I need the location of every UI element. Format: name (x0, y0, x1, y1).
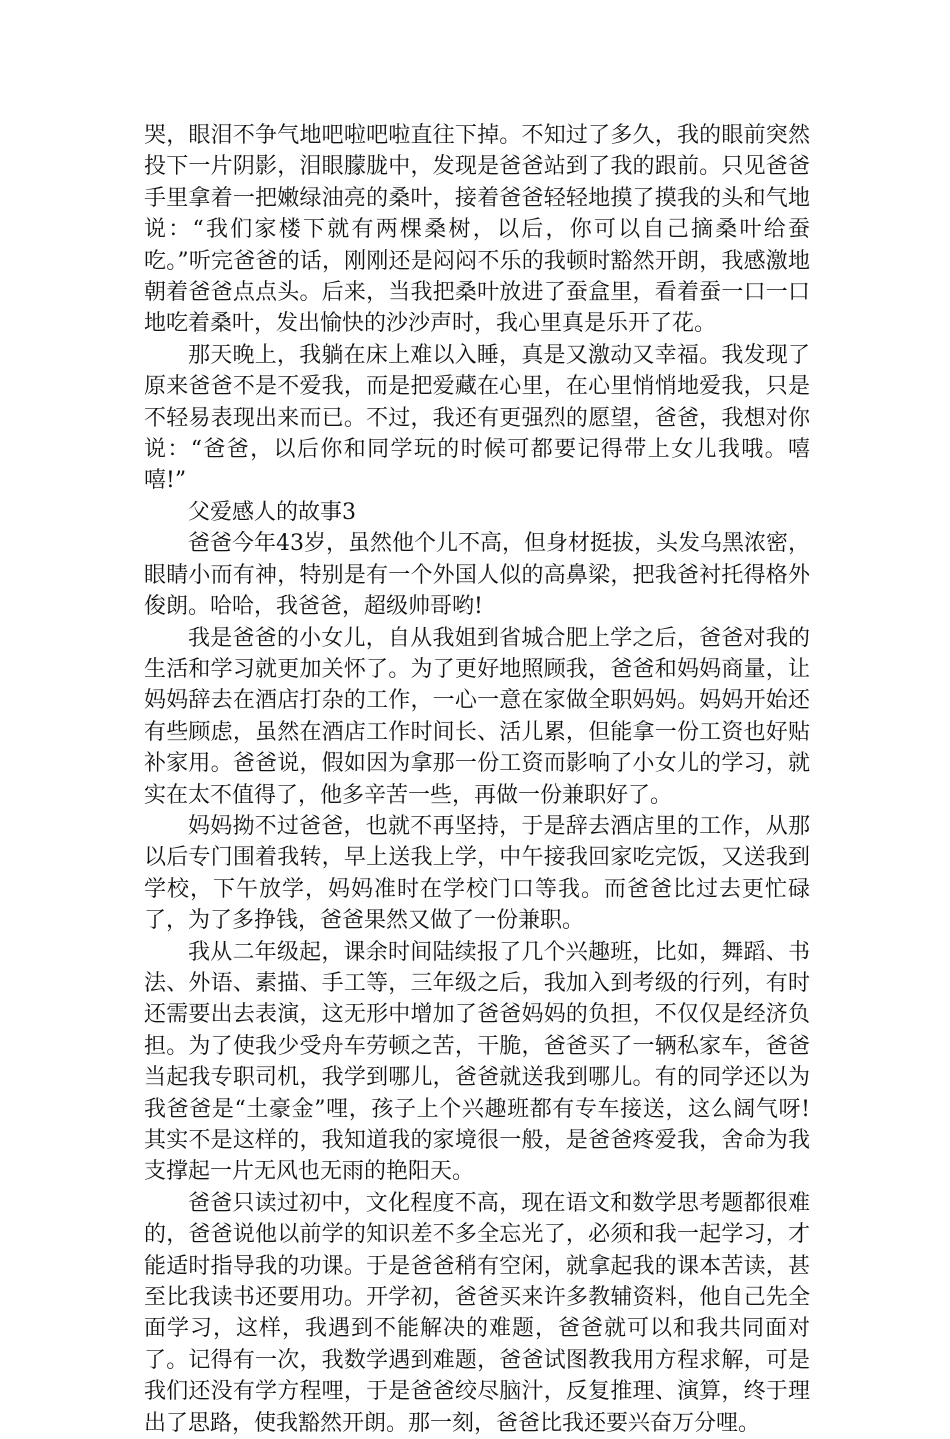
paragraph-continued: 哭，眼泪不争气地吧啦吧啦直往下掉。不知过了多久，我的眼前突然投下一片阴影，泪眼朦胧中，发现是爸爸站到了我的跟前。只见爸爸手里拿着一把嫩绿油亮的桑叶，接着爸爸轻轻地摸了摸我的头和气地说：“我们家楼下就有两棵桑树，以后，你可以自己摘桑叶给蚕吃。”听完爸爸的话，刚刚还是闷闷不乐的我顿时豁然开朗，我感激地朝着爸爸点点头。后来，当我把桑叶放进了蚕盒里，看着蚕一口一口地吃着桑叶，发出愉快的沙沙声时，我心里真是乐开了花。 (144, 123, 810, 337)
paragraph: 那天晚上，我躺在床上难以入睡，真是又激动又幸福。我发现了原来爸爸不是不爱我，而是把爱藏在心里，在心里悄悄地爱我，只是不轻易表现出来而已。不过，我还有更强烈的愿望，爸爸，我想对你说：“爸爸，以后你和同学玩的时候可都要记得带上女儿我哦。嘻嘻!” (144, 342, 810, 494)
paragraph: 爸爸只读过初中，文化程度不高，现在语文和数学思考题都很难的，爸爸说他以前学的知识差不多全忘光了，必须和我一起学习，才能适时指导我的功课。于是爸爸稍有空闲，就拿起我的课本苦读，甚至比我读书还要用功。开学初，爸爸买来许多教辅资料，他自己先全面学习，这样，我遇到不能解决的难题，爸爸就可以和我共同面对了。记得有一次，我数学遇到难题，爸爸试图教我用方程求解，可是我们还没有学方程哩，于是爸爸绞尽脑汁，反复推理、演算，终于理出了思路，使我豁然开朗。那一刻，爸爸比我还要兴奋万分哩。 (144, 1190, 810, 1436)
section-heading: 父爱感人的故事3 (188, 499, 356, 525)
paragraph: 我是爸爸的小女儿，自从我姐到省城合肥上学之后，爸爸对我的生活和学习就更加关怀了。为了更好地照顾我，爸爸和妈妈商量，让妈妈辞去在酒店打杂的工作，一心一意在家做全职妈妈。妈妈开始还有些顾虑，虽然在酒店工作时间长、活儿累，但能拿一份工资也好贴补家用。爸爸说，假如因为拿那一份工资而影响了小女儿的学习，就实在太不值得了，他多辛苦一些，再做一份兼职好了。 (144, 625, 810, 808)
paragraph: 我从二年级起，课余时间陆续报了几个兴趣班，比如，舞蹈、书法、外语、素描、手工等，三年级之后，我加入到考级的行列，有时还需要出去表演，这无形中增加了爸爸妈妈的负担，不仅仅是经济负担。为了使我少受舟车劳顿之苦，干脆，爸爸买了一辆私家车，爸爸当起我专职司机，我学到哪儿，爸爸就送我到哪儿。有的同学还以为我爸爸是“土豪金”哩，孩子上个兴趣班都有专车接送，这么阔气呀!其实不是这样的，我知道我的家境很一般，是爸爸疼爱我，舍命为我支撑起一片无风也无雨的艳阳天。 (144, 939, 810, 1185)
document-body (144, 120, 810, 1439)
paragraph: 爸爸今年43岁，虽然他个儿不高，但身材挺拔，头发乌黑浓密，眼睛小而有神，特别是有一个外国人似的高鼻梁，把我爸衬托得格外俊朗。哈哈，我爸爸，超级帅哥哟! (144, 531, 810, 620)
paragraph: 妈妈拗不过爸爸，也就不再坚持，于是辞去酒店里的工作，从那以后专门围着我转，早上送我上学，中午接我回家吃完饭，又送我到学校，下午放学，妈妈准时在学校门口等我。而爸爸比过去更忙碌了，为了多挣钱，爸爸果然又做了一份兼职。 (144, 813, 810, 934)
